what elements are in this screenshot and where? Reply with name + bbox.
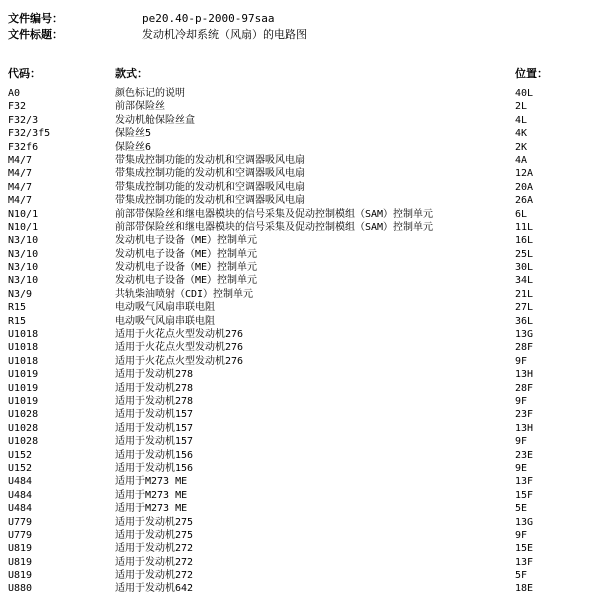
- component-description: 带集成控制功能的发动机和空调器吸风电扇: [115, 181, 305, 193]
- component-position: 9F: [515, 436, 528, 448]
- list-item: [0, 382, 606, 395]
- component-description: 适用于火花点火型发动机276: [115, 355, 244, 367]
- component-description: 发动机电子设备（ME）控制单元: [115, 248, 258, 260]
- component-description: 适用于M273 ME: [115, 476, 188, 488]
- component-code: M4/7: [8, 195, 33, 207]
- list-item: [0, 167, 606, 180]
- component-code: M4/7: [8, 181, 33, 193]
- list-item: [0, 114, 606, 127]
- column-header-position: 位置：: [515, 67, 548, 80]
- component-position: 28F: [515, 382, 534, 394]
- component-position: 18E: [515, 583, 534, 595]
- list-item: [0, 87, 606, 100]
- list-item: [0, 288, 606, 301]
- component-description: 适用于发动机275: [115, 516, 194, 528]
- component-code: U1028: [8, 436, 39, 448]
- component-code: N10/1: [8, 208, 39, 220]
- component-code: A0: [8, 88, 21, 99]
- component-position: 15F: [515, 489, 534, 501]
- column-header-model: 款式：: [115, 67, 148, 80]
- component-code: U1018: [8, 355, 39, 367]
- component-position: 36L: [515, 315, 534, 327]
- component-description: 适用于发动机642: [115, 583, 194, 595]
- list-item: [0, 141, 606, 154]
- component-code: R15: [8, 315, 27, 327]
- component-code: U1028: [8, 422, 39, 434]
- component-code: U484: [8, 489, 33, 501]
- component-position: 40L: [515, 88, 534, 99]
- component-description: 发动机舱保险丝盒: [115, 114, 195, 126]
- component-code: U1019: [8, 382, 39, 394]
- list-item: [0, 529, 606, 542]
- component-description: 适用于发动机272: [115, 570, 194, 582]
- list-item: [0, 556, 606, 569]
- component-code: N3/9: [8, 288, 33, 300]
- component-position: 25L: [515, 248, 534, 260]
- component-code: F32f6: [8, 141, 39, 153]
- component-code: U1019: [8, 395, 39, 407]
- component-position: 26A: [515, 195, 534, 207]
- component-description: 适用于发动机157: [115, 436, 194, 448]
- list-item: [0, 234, 606, 247]
- list-item: [0, 274, 606, 287]
- component-code: U1018: [8, 342, 39, 354]
- list-item: [0, 221, 606, 234]
- component-description: 适用于发动机157: [115, 422, 194, 434]
- component-position: 15E: [515, 543, 534, 555]
- component-description: 发动机电子设备（ME）控制单元: [115, 275, 258, 287]
- list-item: [0, 355, 606, 368]
- list-item: [0, 368, 606, 381]
- component-code: U484: [8, 476, 33, 488]
- list-item: [0, 181, 606, 194]
- list-item: [0, 462, 606, 475]
- component-code: F32: [8, 101, 27, 113]
- component-description: 适用于发动机275: [115, 529, 194, 541]
- component-code: U819: [8, 543, 33, 555]
- component-code: U484: [8, 503, 33, 515]
- component-position: 2K: [515, 141, 528, 153]
- list-item: [0, 127, 606, 140]
- component-description: 适用于发动机272: [115, 556, 194, 568]
- list-item: [0, 395, 606, 408]
- component-description: 适用于火花点火型发动机276: [115, 342, 244, 354]
- component-description: 适用于火花点火型发动机276: [115, 329, 244, 341]
- component-code: F32/3: [8, 114, 39, 126]
- component-description: 保险丝6: [115, 141, 152, 153]
- component-code: F32/3f5: [8, 128, 51, 140]
- component-description: 前部带保险丝和继电器模块的信号采集及促动控制模组（SAM）控制单元: [115, 208, 434, 220]
- component-position: 23E: [515, 449, 534, 461]
- component-code: U819: [8, 570, 33, 582]
- component-description: 适用于发动机278: [115, 369, 194, 381]
- component-position: 9E: [515, 462, 528, 474]
- component-description: 前部保险丝: [115, 101, 165, 113]
- component-code: M4/7: [8, 154, 33, 166]
- component-code: R15: [8, 302, 27, 314]
- component-code: U152: [8, 462, 33, 474]
- list-item: [0, 449, 606, 462]
- component-position: 13H: [515, 422, 534, 434]
- component-description: 适用于发动机278: [115, 395, 194, 407]
- list-item: [0, 516, 606, 529]
- component-position: 16L: [515, 235, 534, 247]
- doc-title-value: 发动机冷却系统（风扇）的电路图: [142, 28, 307, 41]
- list-item: [0, 582, 606, 595]
- component-position: 4L: [515, 114, 528, 126]
- doc-number-value: pe20.40-p-2000-97saa: [142, 12, 275, 25]
- component-position: 5E: [515, 503, 528, 515]
- list-item: [0, 489, 606, 502]
- component-code: U779: [8, 529, 33, 541]
- component-position: 9F: [515, 395, 528, 407]
- component-description: 带集成控制功能的发动机和空调器吸风电扇: [115, 195, 305, 207]
- component-position: 13G: [515, 516, 534, 528]
- list-item: [0, 301, 606, 314]
- component-description: 带集成控制功能的发动机和空调器吸风电扇: [115, 168, 305, 180]
- component-code: N10/1: [8, 221, 39, 233]
- list-item: [0, 208, 606, 221]
- component-description: 适用于发动机156: [115, 462, 194, 474]
- component-list: [0, 87, 606, 596]
- component-code: U819: [8, 556, 33, 568]
- list-item: [0, 408, 606, 421]
- list-item: [0, 435, 606, 448]
- component-position: 13F: [515, 556, 534, 568]
- component-description: 颜色标记的说明: [115, 88, 185, 99]
- component-position: 2L: [515, 101, 528, 113]
- component-position: 30L: [515, 262, 534, 274]
- list-item: [0, 154, 606, 167]
- component-description: 共轨柴油喷射（CDI）控制单元: [115, 288, 254, 300]
- component-position: 4K: [515, 128, 528, 140]
- component-position: 12A: [515, 168, 534, 180]
- list-item: [0, 569, 606, 582]
- component-description: 电动吸气风扇串联电阻: [115, 315, 215, 327]
- component-position: 6L: [515, 208, 528, 220]
- list-item: [0, 315, 606, 328]
- component-position: 34L: [515, 275, 534, 287]
- component-description: 适用于发动机157: [115, 409, 194, 421]
- component-description: 保险丝5: [115, 128, 152, 140]
- component-position: 9F: [515, 355, 528, 367]
- component-position: 13G: [515, 329, 534, 341]
- component-position: 21L: [515, 288, 534, 300]
- list-item: [0, 542, 606, 555]
- component-description: 适用于M273 ME: [115, 489, 188, 501]
- column-header-code: 代码：: [8, 67, 41, 80]
- component-position: 28F: [515, 342, 534, 354]
- component-code: U152: [8, 449, 33, 461]
- component-code: N3/10: [8, 275, 39, 287]
- list-item: [0, 475, 606, 488]
- component-code: N3/10: [8, 248, 39, 260]
- component-description: 发动机电子设备（ME）控制单元: [115, 262, 258, 274]
- component-description: 适用于发动机272: [115, 543, 194, 555]
- component-position: 13F: [515, 476, 534, 488]
- component-code: N3/10: [8, 235, 39, 247]
- component-description: 带集成控制功能的发动机和空调器吸风电扇: [115, 154, 305, 166]
- component-position: 23F: [515, 409, 534, 421]
- doc-title-label: 文件标题：: [8, 28, 63, 41]
- component-position: 5F: [515, 570, 528, 582]
- list-item: [0, 248, 606, 261]
- component-description: 适用于发动机156: [115, 449, 194, 461]
- component-position: 9F: [515, 529, 528, 541]
- list-item: [0, 341, 606, 354]
- component-position: 4A: [515, 154, 528, 166]
- component-code: U1018: [8, 329, 39, 341]
- component-description: 适用于M273 ME: [115, 503, 188, 515]
- list-item: [0, 328, 606, 341]
- component-code: U1019: [8, 369, 39, 381]
- component-code: M4/7: [8, 168, 33, 180]
- list-item: [0, 100, 606, 113]
- component-description: 适用于发动机278: [115, 382, 194, 394]
- component-description: 发动机电子设备（ME）控制单元: [115, 235, 258, 247]
- component-code: U779: [8, 516, 33, 528]
- doc-number-label: 文件编号：: [8, 12, 63, 25]
- component-code: N3/10: [8, 262, 39, 274]
- component-position: 27L: [515, 302, 534, 314]
- list-item: [0, 422, 606, 435]
- list-item: [0, 261, 606, 274]
- component-code: U880: [8, 583, 33, 595]
- component-position: 11L: [515, 221, 534, 233]
- component-position: 13H: [515, 369, 534, 381]
- list-item: [0, 502, 606, 515]
- component-description: 电动吸气风扇串联电阻: [115, 302, 215, 314]
- component-position: 20A: [515, 181, 534, 193]
- component-description: 前部带保险丝和继电器模块的信号采集及促动控制模组（SAM）控制单元: [115, 221, 434, 233]
- list-item: [0, 194, 606, 207]
- component-code: U1028: [8, 409, 39, 421]
